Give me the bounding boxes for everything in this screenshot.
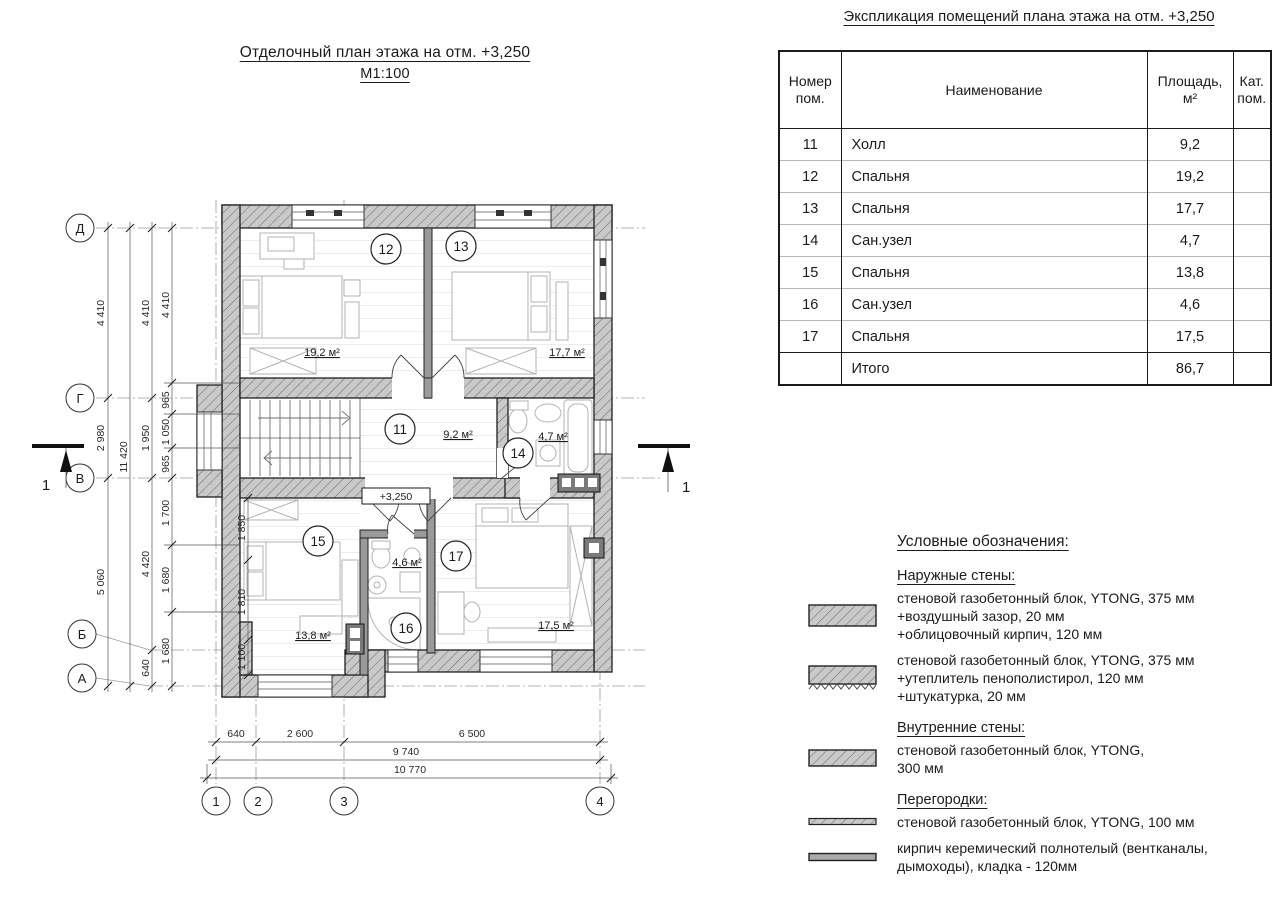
- legend-item-text: стеновой газобетонный блок, YTONG, 375 мм +утеплитель пенополистирол, 120 мм +штукатурка, 20 мм: [897, 652, 1195, 704]
- wall-swatch-icon: [808, 603, 878, 629]
- svg-text:2 600: 2 600: [286, 728, 314, 740]
- svg-text:1 050: 1 050: [160, 418, 172, 446]
- room-number-17: 17: [448, 549, 464, 564]
- wall-swatch-icon: [808, 749, 878, 769]
- cell-cat: [1233, 129, 1271, 161]
- svg-text:1 700: 1 700: [160, 499, 172, 527]
- legend-item: [808, 741, 1270, 777]
- svg-text:965: 965: [160, 455, 172, 473]
- legend-heading-partitions: Перегородки:: [897, 792, 988, 808]
- cell-cat: [1233, 225, 1271, 257]
- dim-labels-bottom: [227, 728, 485, 776]
- legend-item: [808, 589, 1270, 643]
- svg-text:4 410: 4 410: [160, 291, 172, 319]
- legend-item-text: стеновой газобетонный блок, YTONG, 300 мм: [897, 742, 1145, 776]
- room-number-13: 13: [453, 239, 469, 254]
- legend-item: [808, 839, 1270, 875]
- svg-text:640: 640: [227, 728, 245, 740]
- legend-heading-exterior: Наружные стены:: [897, 568, 1016, 584]
- grid-row-b: Б: [77, 627, 87, 642]
- svg-text:640: 640: [140, 659, 152, 677]
- cell-num: 12: [779, 161, 841, 193]
- cell-area: 17,5: [1147, 321, 1233, 353]
- svg-text:9 740: 9 740: [392, 746, 420, 758]
- table-header-row: [779, 51, 1271, 129]
- table-title: Экспликация помещений плана этажа на отм. +3,250: [843, 8, 1215, 25]
- col-header-number: Номер пом.: [779, 51, 841, 129]
- section-mark-right: [638, 446, 690, 496]
- cell-num: 17: [779, 321, 841, 353]
- cell-cat: [1233, 161, 1271, 193]
- room-number-15: 15: [310, 534, 326, 549]
- svg-text:6 500: 6 500: [458, 728, 486, 740]
- room-area-11: 9,2 м²: [443, 429, 473, 441]
- room-area-14: 4,7 м²: [538, 431, 568, 443]
- svg-text:2 980: 2 980: [95, 424, 107, 452]
- svg-text:965: 965: [160, 391, 172, 409]
- cell-cat: [1233, 353, 1271, 386]
- cell-name: Спальня: [841, 161, 1147, 193]
- cell-num: 13: [779, 193, 841, 225]
- wall-swatch-icon: [808, 664, 878, 692]
- cell-num: 11: [779, 129, 841, 161]
- cell-num: 16: [779, 289, 841, 321]
- col-header-cat: Кат. пом.: [1233, 51, 1271, 129]
- legend-item-text: стеновой газобетонный блок, YTONG, 100 мм: [897, 814, 1195, 830]
- cell-area: 17,7: [1147, 193, 1233, 225]
- svg-text:5 060: 5 060: [95, 568, 107, 596]
- cell-total-label: Итого: [841, 353, 1147, 386]
- room-area-12: 19,2 м²: [304, 347, 340, 359]
- legend-item-text: кирпич керемический полнотелый (вентканалы, дымоходы), кладка - 120мм: [897, 840, 1208, 874]
- table-row: [779, 257, 1271, 289]
- table-row: [779, 225, 1271, 257]
- grid-row-a: А: [77, 671, 87, 686]
- room-number-11: 11: [392, 422, 408, 437]
- cell-num: 14: [779, 225, 841, 257]
- cell-num: [779, 353, 841, 386]
- elevation-mark: [362, 488, 430, 504]
- svg-text:4 410: 4 410: [140, 299, 152, 327]
- cell-num: 15: [779, 257, 841, 289]
- grid-row-d: Д: [75, 221, 85, 236]
- cell-name: Холл: [841, 129, 1147, 161]
- cell-name: Сан.узел: [841, 289, 1147, 321]
- cell-cat: [1233, 257, 1271, 289]
- cell-name: Спальня: [841, 321, 1147, 353]
- table-row: [779, 289, 1271, 321]
- staircase: [240, 398, 360, 478]
- svg-text:10 770: 10 770: [393, 764, 427, 776]
- svg-text:1 950: 1 950: [140, 424, 152, 452]
- table-row: [779, 161, 1271, 193]
- brick-swatch-icon: [808, 852, 878, 863]
- room-area-17: 17,5 м²: [538, 620, 574, 632]
- legend-item: [808, 813, 1270, 831]
- cell-area: 13,8: [1147, 257, 1233, 289]
- table-row: [779, 321, 1271, 353]
- partition-swatch-icon: [808, 817, 878, 827]
- cell-name: Спальня: [841, 193, 1147, 225]
- room-area-13: 17,7 м²: [549, 347, 585, 359]
- grid-col-1: 1: [212, 794, 220, 809]
- explication-table: [778, 50, 1272, 386]
- cell-cat: [1233, 321, 1271, 353]
- svg-text:1 810: 1 810: [236, 588, 248, 616]
- col-header-name: Наименование: [841, 51, 1147, 129]
- cell-name: Сан.узел: [841, 225, 1147, 257]
- svg-text:1 100: 1 100: [236, 643, 248, 671]
- grid-row-g: Г: [76, 391, 84, 406]
- svg-text:+3,250: +3,250: [379, 491, 413, 503]
- table-row: [779, 193, 1271, 225]
- grid-col-4: 4: [596, 794, 604, 809]
- room-number-12: 12: [378, 242, 394, 257]
- room-number-14: 14: [510, 446, 526, 461]
- svg-text:4 410: 4 410: [95, 299, 107, 327]
- room-area-16: 4,6 м²: [392, 557, 422, 569]
- svg-text:11 420: 11 420: [118, 441, 130, 473]
- cell-area: 19,2: [1147, 161, 1233, 193]
- grid-col-2: 2: [254, 794, 262, 809]
- cell-area: 4,7: [1147, 225, 1233, 257]
- plan-scale: М1:100: [360, 66, 410, 82]
- legend-heading-interior: Внутренние стены:: [897, 720, 1026, 736]
- legend: [808, 533, 1270, 883]
- room-area-15: 13,8 м²: [295, 630, 331, 642]
- cell-cat: [1233, 193, 1271, 225]
- cell-cat: [1233, 289, 1271, 321]
- cell-name: Спальня: [841, 257, 1147, 289]
- grid-col-3: 3: [340, 794, 348, 809]
- cell-total-area: 86,7: [1147, 353, 1233, 386]
- cell-area: 4,6: [1147, 289, 1233, 321]
- cell-area: 9,2: [1147, 129, 1233, 161]
- legend-item: [808, 651, 1270, 705]
- svg-text:1 850: 1 850: [236, 514, 248, 542]
- svg-text:1: 1: [682, 479, 691, 496]
- grid-row-v: В: [75, 471, 85, 486]
- svg-text:1 680: 1 680: [160, 566, 172, 594]
- table-total-row: [779, 353, 1271, 386]
- svg-text:4 420: 4 420: [140, 550, 152, 578]
- table-row: [779, 129, 1271, 161]
- plan-title: Отделочный план этажа на отм. +3,250: [239, 44, 531, 61]
- room-number-16: 16: [398, 621, 414, 636]
- svg-text:1: 1: [41, 477, 51, 494]
- svg-text:1 680: 1 680: [160, 637, 172, 665]
- door-post: [424, 378, 432, 398]
- legend-item-text: стеновой газобетонный блок, YTONG, 375 мм +воздушный зазор, 20 мм +облицовочный кирпич, 120 мм: [897, 590, 1195, 642]
- col-header-area: Площадь, м²: [1147, 51, 1233, 129]
- legend-title: Условные обозначения:: [897, 533, 1069, 550]
